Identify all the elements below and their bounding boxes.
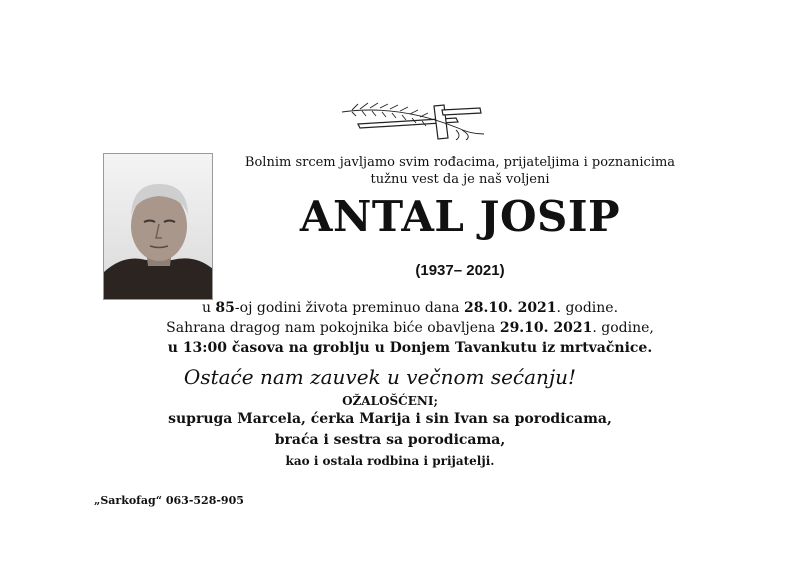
mourners-block [100, 393, 680, 471]
info-line-2 [100, 318, 720, 338]
deceased-name: ANTAL JOSIP [299, 192, 621, 241]
info-line-1 [100, 298, 720, 318]
cross-with-palm-icon [338, 100, 490, 142]
death-and-funeral-info [100, 298, 720, 358]
funeral-place-time: u 13:00 časova na groblju u Donjem Tavankutu iz mrtvačnice. [167, 340, 653, 356]
mourners-line-2: braća i sestra sa porodicama, [274, 432, 506, 448]
portrait-image [104, 154, 213, 300]
mourners-heading: OŽALOŠĆENI; [342, 394, 438, 408]
death-date: 28.10. 2021 [463, 300, 557, 316]
life-years: (1937– 2021) [415, 262, 505, 279]
portrait-photo [103, 153, 213, 300]
info-line-3 [100, 338, 720, 358]
intro-line-1: Bolnim srcem javljamo svim rođacima, prijateljima i poznanicima [244, 155, 676, 170]
mourners-line-3: kao i ostala rodbina i prijatelji. [285, 454, 495, 468]
intro-line-2: tužnu vest da je naš voljeni [370, 172, 550, 187]
info-line-2-part-c: . godine, [592, 320, 654, 336]
funeral-service-contact: „Sarkofag“ 063-528-905 [94, 494, 244, 507]
intro-text [240, 154, 680, 188]
info-line-1-part-b: -oj godini života preminuo dana [234, 300, 464, 316]
funeral-date: 29.10. 2021 [499, 320, 593, 336]
age-value: 85 [215, 300, 235, 316]
memorial-phrase: Ostaće nam zauvek u večnom sećanju! [183, 365, 577, 389]
mourners-line-1: supruga Marcela, ćerka Marija i sin Ivan sa porodicama, [168, 411, 612, 427]
info-line-1-part-a: u [201, 300, 216, 316]
info-line-2-part-a: Sahrana dragog nam pokojnika biće obavljena [166, 320, 500, 336]
info-line-1-part-c: . godine. [556, 300, 619, 316]
